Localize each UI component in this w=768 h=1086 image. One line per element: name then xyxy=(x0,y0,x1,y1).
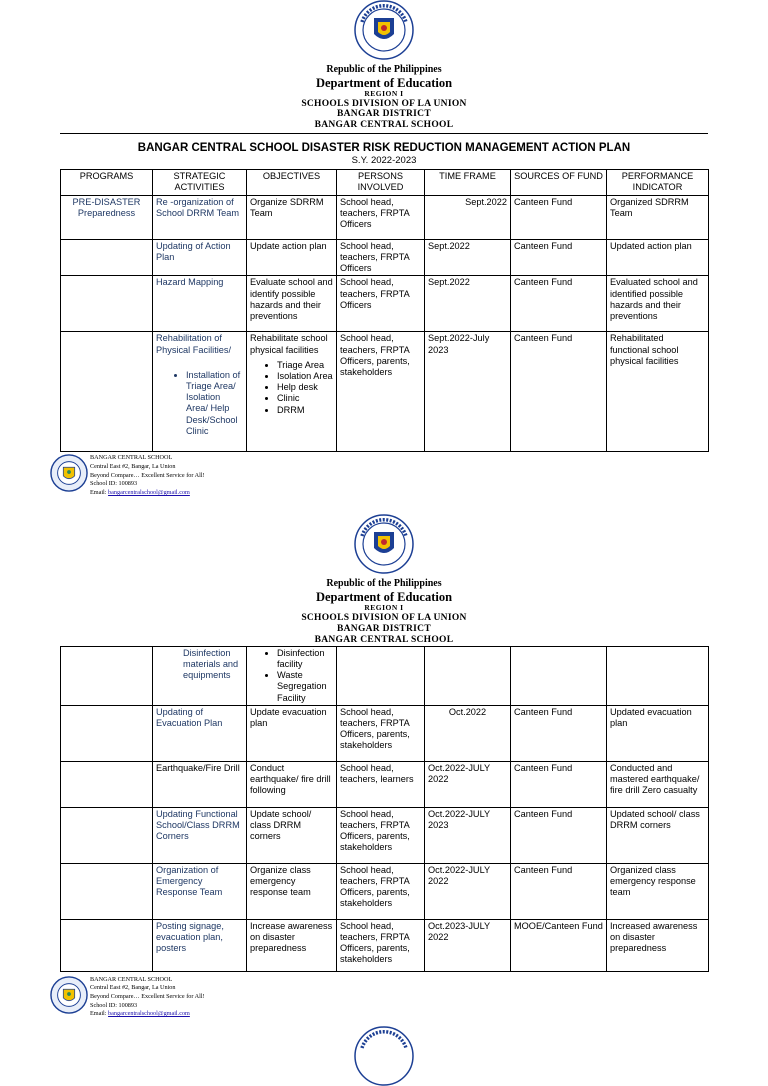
cell-fund: Canteen Fund xyxy=(511,276,607,332)
list-item: • Clinic xyxy=(277,393,333,404)
col-persons-involved: PERSONS INVOLVED xyxy=(337,170,425,195)
school-line: BANGAR CENTRAL SCHOOL xyxy=(314,634,454,645)
footer-email-label: Email: xyxy=(90,1010,107,1018)
cell-program xyxy=(61,276,153,332)
cell-objective: Update school/ class DRRM corners xyxy=(247,807,337,863)
cell-fund: Canteen Fund xyxy=(511,807,607,863)
footer-school-id: School ID: 100893 xyxy=(90,480,138,488)
cell-activity: Updating Functional School/Class DRRM Corners xyxy=(153,807,247,863)
cell-time xyxy=(425,646,511,705)
table-row xyxy=(61,646,709,705)
cell-fund: MOOE/Canteen Fund xyxy=(511,919,607,971)
cell-time: Sept.2022 xyxy=(425,276,511,332)
cell-program xyxy=(61,646,153,705)
cell-time: Oct.2022-JULY 2022 xyxy=(425,761,511,807)
col-strategic-activities: STRATEGIC ACTIVITIES xyxy=(153,170,247,195)
cell-persons: School head, teachers, FRPTA Officers xyxy=(337,239,425,276)
cell-indicator: Evaluated school and identified possible hazards and their preventions xyxy=(607,276,709,332)
cell-indicator: Rehabilitated functional school physical facilities xyxy=(607,332,709,452)
table-row xyxy=(61,332,709,452)
cell-indicator: Updated school/ class DRRM corners xyxy=(607,807,709,863)
cell-objective: Organize SDRRM Team xyxy=(247,195,337,239)
cell-time: Oct.2022 xyxy=(425,705,511,761)
cell-persons: School head, teachers, FRPTA Officers xyxy=(337,195,425,239)
cell-fund: Canteen Fund xyxy=(511,863,607,919)
school-line: BANGAR CENTRAL SCHOOL xyxy=(314,120,454,131)
deped-seal-icon xyxy=(354,1026,414,1086)
republic-line: Republic of the Philippines xyxy=(326,578,442,590)
cell-indicator xyxy=(607,646,709,705)
cell-activity xyxy=(153,332,247,452)
document-title: BANGAR CENTRAL SCHOOL DISASTER RISK REDUCTION MANAGEMENT ACTION PLAN xyxy=(137,142,631,155)
footer-address: Central East #2, Bangar, La Union xyxy=(90,984,176,992)
activity-text: Rehabilitation of Physical Facilities/ xyxy=(156,333,232,355)
department-line: Department of Education xyxy=(315,589,453,604)
cell-time: Sept.2022 xyxy=(425,195,511,239)
cell-activity: Earthquake/Fire Drill xyxy=(153,761,247,807)
deped-seal-icon xyxy=(354,0,414,60)
cell-time: Sept.2022-July 2023 xyxy=(425,332,511,452)
school-logo-icon xyxy=(50,454,88,492)
page-footer xyxy=(0,454,768,498)
footer-email-link[interactable]: bangarcentralschool@gmail.com xyxy=(108,489,190,497)
cell-persons: School head, teachers, learners xyxy=(337,761,425,807)
cell-activity: Re -organization of School DRRM Team xyxy=(153,195,247,239)
cell-indicator: Organized SDRRM Team xyxy=(607,195,709,239)
cell-objective: Increase awareness on disaster preparedness xyxy=(247,919,337,971)
cell-fund: Canteen Fund xyxy=(511,761,607,807)
footer-address: Central East #2, Bangar, La Union xyxy=(90,463,176,471)
col-programs: PROGRAMS xyxy=(61,170,153,195)
cell-fund: Canteen Fund xyxy=(511,705,607,761)
cell-activity: Posting signage, evacuation plan, posters xyxy=(153,919,247,971)
district-line: BANGAR DISTRICT xyxy=(337,109,431,120)
activity-bullets xyxy=(156,370,243,437)
table-row xyxy=(61,276,709,332)
district-line: BANGAR DISTRICT xyxy=(337,623,431,634)
department-line: Department of Education xyxy=(315,75,453,90)
cell-time: Oct.2022-JULY 2023 xyxy=(425,807,511,863)
cell-indicator: Increased awareness on disaster preparedness xyxy=(607,919,709,971)
cell-time: Oct.2023-JULY 2022 xyxy=(425,919,511,971)
footer-email-line xyxy=(90,489,205,498)
cell-activity: Organization of Emergency Response Team xyxy=(153,863,247,919)
list-item: • Installation of Triage Area/ Isolation Area/ Help Desk/School Clinic xyxy=(186,370,243,437)
footer-motto: Beyond Compare… Excellent Service for All! xyxy=(90,993,205,1001)
cell-persons: School head, teachers, FRPTA Officers, parents, stakeholders xyxy=(337,863,425,919)
cell-fund: Canteen Fund xyxy=(511,239,607,276)
cell-persons: School head, teachers, FRPTA Officers, parents, stakeholders xyxy=(337,705,425,761)
cell-fund: Canteen Fund xyxy=(511,332,607,452)
header-rule xyxy=(60,133,708,134)
cell-program xyxy=(61,332,153,452)
cell-persons xyxy=(337,646,425,705)
list-item: • Waste Segregation Facility xyxy=(277,670,333,704)
division-line: SCHOOLS DIVISION OF LA UNION xyxy=(301,612,467,623)
footer-school: BANGAR CENTRAL SCHOOL xyxy=(90,454,173,462)
cell-objective xyxy=(247,332,337,452)
table-row xyxy=(61,919,709,971)
table-row xyxy=(61,807,709,863)
region-line: REGION I xyxy=(364,88,404,98)
table-row xyxy=(61,195,709,239)
cell-objective: Update evacuation plan xyxy=(247,705,337,761)
cell-objective xyxy=(247,646,337,705)
cell-persons: School head, teachers, FRPTA Officers xyxy=(337,276,425,332)
footer-school: BANGAR CENTRAL SCHOOL xyxy=(90,975,173,983)
action-plan-table-page2 xyxy=(60,646,709,972)
cell-program xyxy=(61,807,153,863)
footer-school-id: School ID: 100893 xyxy=(90,1001,138,1009)
list-item: • Help desk xyxy=(277,382,333,393)
list-item: • Isolation Area xyxy=(277,371,333,382)
list-item: • Disinfection facility xyxy=(277,648,333,670)
cell-time: Sept.2022 xyxy=(425,239,511,276)
cell-indicator: Updated action plan xyxy=(607,239,709,276)
cell-program xyxy=(61,705,153,761)
cell-indicator: Conducted and mastered earthquake/ fire drill Zero casualty xyxy=(607,761,709,807)
col-objectives: OBJECTIVES xyxy=(247,170,337,195)
footer-text xyxy=(90,976,205,1019)
division-line: SCHOOLS DIVISION OF LA UNION xyxy=(301,98,467,109)
cell-persons: School head, teachers, FRPTA Officers, parents, stakeholders xyxy=(337,332,425,452)
footer-motto: Beyond Compare… Excellent Service for All! xyxy=(90,471,205,479)
cell-time: Oct.2022-JULY 2022 xyxy=(425,863,511,919)
cell-indicator: Updated evacuation plan xyxy=(607,705,709,761)
deped-seal-icon xyxy=(354,514,414,574)
table-row xyxy=(61,705,709,761)
cell-objective: Update action plan xyxy=(247,239,337,276)
cell-program xyxy=(61,863,153,919)
activity-text: Disinfection materials and equipments xyxy=(183,647,239,681)
cell-activity: Updating of Evacuation Plan xyxy=(153,705,247,761)
col-sources-of-fund: SOURCES OF FUND xyxy=(511,170,607,195)
table-row xyxy=(61,863,709,919)
cell-program xyxy=(61,761,153,807)
cell-program xyxy=(61,919,153,971)
cell-persons: School head, teachers, FRPTA Officers, parents, stakeholders xyxy=(337,919,425,971)
cell-activity: Updating of Action Plan xyxy=(153,239,247,276)
table-header-row xyxy=(61,170,709,195)
page-footer xyxy=(0,976,768,1020)
cell-objective: Conduct earthquake/ fire drill following xyxy=(247,761,337,807)
cell-activity xyxy=(153,646,247,705)
cell-objective: Evaluate school and identify possible hazards and their preventions xyxy=(247,276,337,332)
objective-bullets xyxy=(250,648,333,704)
cell-activity: Hazard Mapping xyxy=(153,276,247,332)
table-row xyxy=(61,239,709,276)
action-plan-table-page1 xyxy=(60,169,709,452)
cell-objective: Organize class emergency response team xyxy=(247,863,337,919)
col-time-frame: TIME FRAME xyxy=(425,170,511,195)
objective-bullets xyxy=(250,360,333,416)
objective-text: Rehabilitate school physical facilities xyxy=(250,333,328,355)
republic-line: Republic of the Philippines xyxy=(326,64,442,75)
school-year: S.Y. 2022-2023 xyxy=(351,155,417,167)
list-item: • DRRM xyxy=(277,405,333,416)
col-performance-indicator: PERFORMANCE INDICATOR xyxy=(607,170,709,195)
footer-email-label: Email: xyxy=(90,489,107,497)
cell-program: PRE-DISASTER Preparedness xyxy=(61,195,153,239)
footer-text xyxy=(90,454,205,497)
footer-email-link[interactable]: bangarcentralschool@gmail.com xyxy=(108,1010,190,1018)
cell-indicator: Organized class emergency response team xyxy=(607,863,709,919)
cell-fund xyxy=(511,646,607,705)
table-row xyxy=(61,761,709,807)
list-item: • Triage Area xyxy=(277,360,333,371)
region-line: REGION I xyxy=(364,603,404,613)
cell-program xyxy=(61,239,153,276)
cell-persons: School head, teachers, FRPTA Officers, parents, stakeholders xyxy=(337,807,425,863)
cell-fund: Canteen Fund xyxy=(511,195,607,239)
school-logo-icon xyxy=(50,976,88,1014)
footer-email-line xyxy=(90,1010,205,1019)
